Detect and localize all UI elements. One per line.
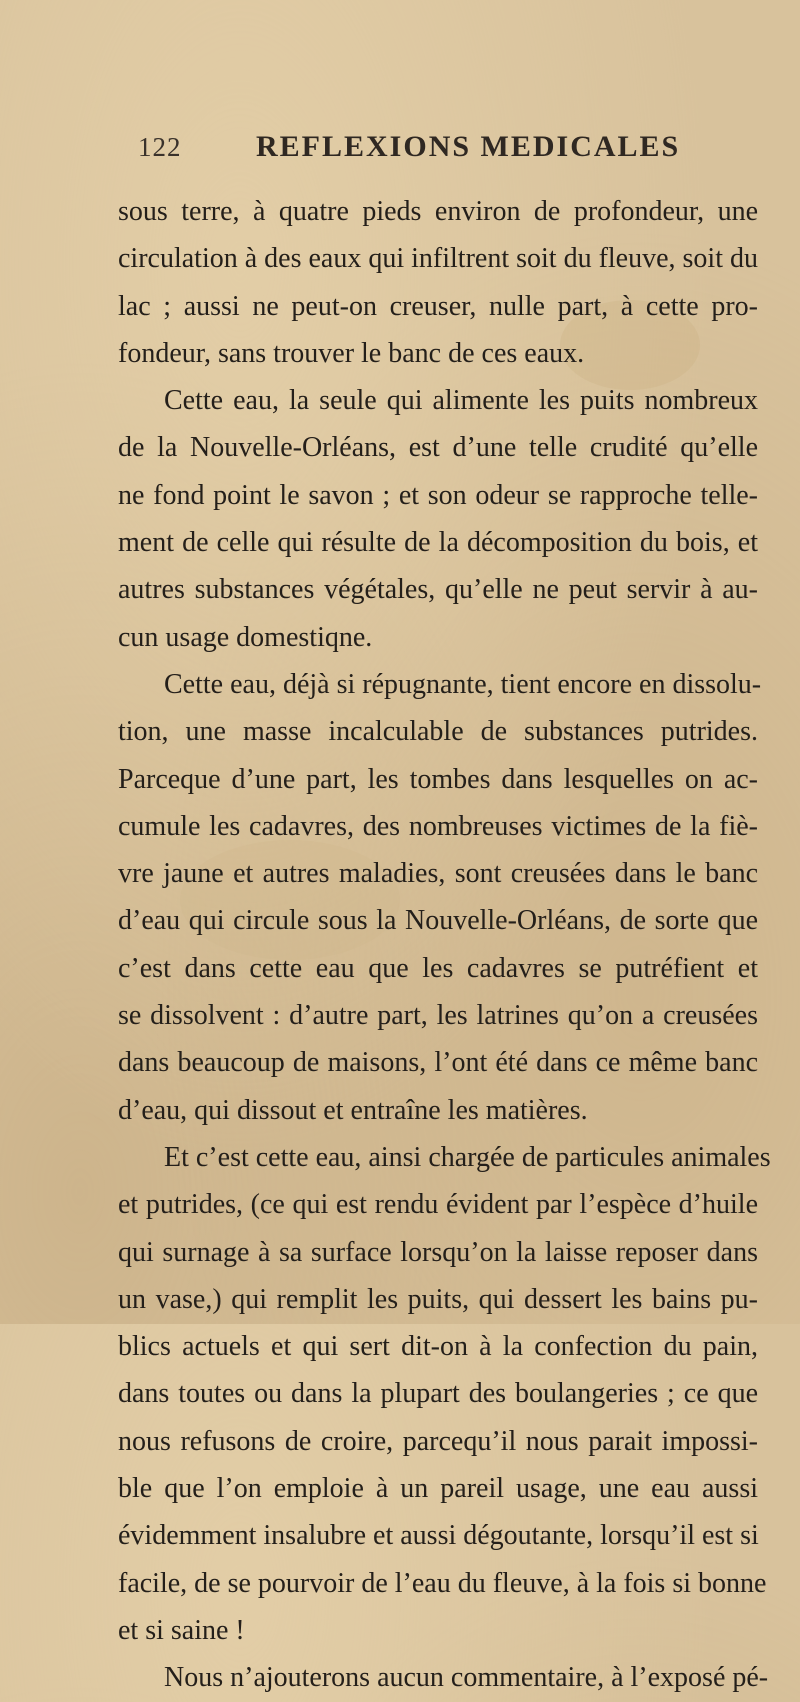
text-line: cumule les cadavres, des nombreuses victimes de la fiè- xyxy=(118,810,758,842)
page-number: 122 xyxy=(138,132,182,162)
paragraph xyxy=(118,661,762,1134)
text-line: évidemment insalubre et aussi dégoutante, lorsqu’il est si xyxy=(118,1520,759,1552)
text-line: d’eau, qui dissout et entraîne les matières. xyxy=(118,1094,588,1126)
text-line: vre jaune et autres maladies, sont creusées dans le banc xyxy=(118,858,758,890)
text-line: qui surnage à sa surface lorsqu’on la laisse reposer dans xyxy=(118,1236,758,1268)
text-line: ment de celle qui résulte de la décomposition du bois, et xyxy=(118,527,758,559)
text-line: autres substances végétales, qu’elle ne peut servir à au- xyxy=(118,574,758,606)
text-line: et si saine ! xyxy=(118,1614,245,1646)
text-line: et putrides, (ce qui est rendu évident par l’espèce d’huile xyxy=(118,1189,758,1221)
text-line: nous refusons de croire, parcequ’il nous parait impossi- xyxy=(118,1425,758,1457)
text-line: cun usage domestiqne. xyxy=(118,621,373,653)
text-line: dans toutes ou dans la plupart des boulangeries ; ce que xyxy=(118,1378,758,1410)
text-line: Cette eau, la seule qui alimente les puits nombreux xyxy=(164,385,758,417)
text-line: circulation à des eaux qui infiltrent soit du fleuve, soit du xyxy=(118,243,758,275)
text-line: tion, une masse incalculable de substances putrides. xyxy=(118,716,758,748)
text-line: Nous n’ajouterons aucun commentaire, à l’exposé pé- xyxy=(164,1662,769,1694)
running-head: REFLEXIONS MEDICALES xyxy=(256,130,681,163)
text-line: c’est dans cette eau que les cadavres se putréfient et xyxy=(118,952,758,984)
text-line: Parceque d’une part, les tombes dans lesquelles on ac- xyxy=(118,763,758,795)
text-line: Cette eau, déjà si répugnante, tient encore en dissolu- xyxy=(164,668,762,700)
text-line: Et c’est cette eau, ainsi chargée de particules animales xyxy=(164,1141,771,1173)
paragraph xyxy=(118,1654,769,1701)
paragraph xyxy=(118,377,758,661)
text-line: ne fond point le savon ; et son odeur se rapproche telle- xyxy=(118,479,758,511)
text-line: sous terre, à quatre pieds environ de profondeur, une xyxy=(118,196,758,227)
text-line: se dissolvent : d’autre part, les latrines qu’on a creusées xyxy=(118,1000,758,1032)
text-line: d’eau qui circule sous la Nouvelle-Orléans, de sorte que xyxy=(118,905,758,937)
body-text xyxy=(118,188,771,1702)
text-line: lac ; aussi ne peut-on creuser, nulle part, à cette pro- xyxy=(118,290,758,322)
text-line: ble que l’on emploie à un pareil usage, une eau aussi xyxy=(118,1473,758,1505)
paragraph xyxy=(118,1134,771,1654)
text-line: fondeur, sans trouver le banc de ces eaux. xyxy=(118,337,585,369)
text-line: facile, de se pourvoir de l’eau du fleuve, à la fois si bonne xyxy=(118,1567,767,1599)
text-line: de la Nouvelle-Orléans, est d’une telle crudité qu’elle xyxy=(118,432,758,464)
text-line: blics actuels et qui sert dit-on à la confection du pain, xyxy=(118,1331,758,1363)
text-line: dans beaucoup de maisons, l’ont été dans ce même banc xyxy=(118,1047,758,1079)
text-line: un vase,) qui remplit les puits, qui dessert les bains pu- xyxy=(118,1283,758,1315)
paragraph xyxy=(118,188,758,377)
page-header xyxy=(138,126,738,166)
